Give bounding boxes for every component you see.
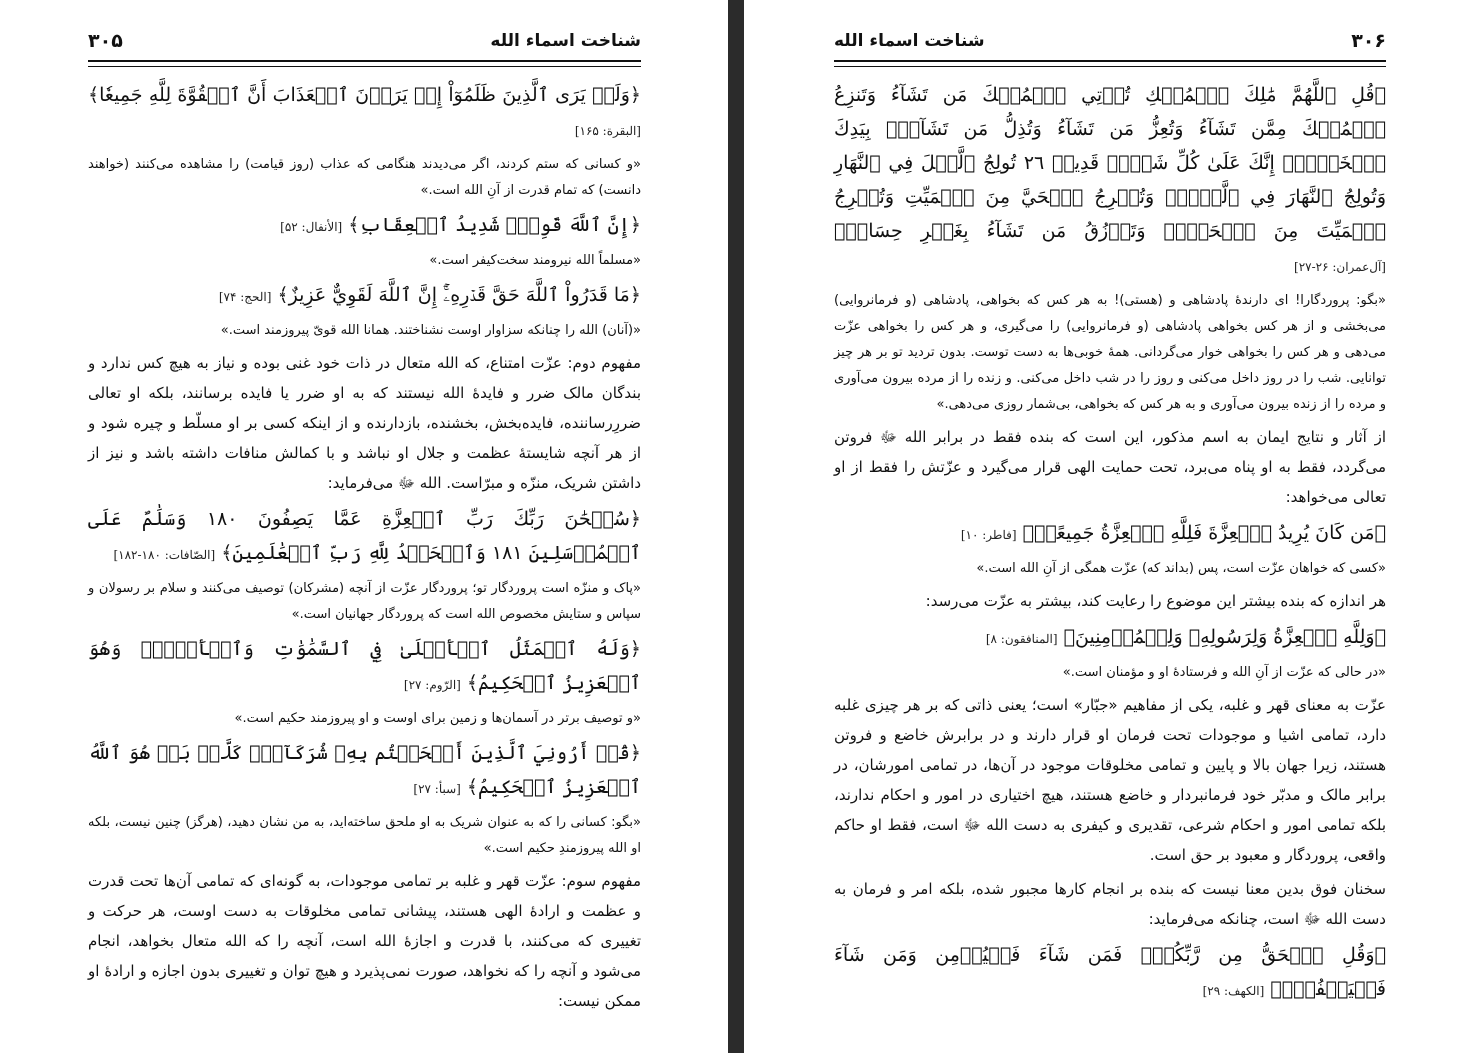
quran-verse: [834, 620, 1386, 656]
verse-text: ﴿قُلۡ أَرُونِيَ ٱلَّذِينَ أَلۡحَقۡتُم بِهِۦ شُرَكَآءَۖ كَلَّاۚ بَلۡ هُوَ ٱللَّهُ ٱلۡعَزِيزُ ٱلۡحَكِيمُ﴾: [88, 742, 641, 798]
quran-verse: [834, 516, 1386, 552]
verse-text: ﴿قُلِ ٱللَّهُمَّ مَٰلِكَ ٱلۡمُلۡكِ تُؤۡتِي ٱلۡمُلۡكَ مَن تَشَآءُ وَتَنزِعُ ٱلۡمُلۡكَ مِمَّن تَشَآءُ وَتُعِزُّ مَن تَشَآءُ وَتُذِلُّ مَن تَشَآءُۖ بِيَدِكَ ٱلۡخَيۡرُۖ إِنَّكَ عَلَىٰ كُلِّ شَيۡءٖ قَدِيرٞ ٢٦ تُولِجُ ٱلَّيۡلَ فِي ٱلنَّهَارِ وَتُولِجُ ٱلنَّهَارَ فِي ٱلَّيۡلِۖ وَتُخۡرِجُ ٱلۡحَيَّ مِنَ ٱلۡمَيِّتِ وَتُخۡرِجُ ٱلۡمَيِّتَ مِنَ ٱلۡحَيِّۖ وَتَرۡزُقُ مَن تَشَآءُ بِغَيۡرِ حِسَابٖ﴾: [834, 84, 1386, 242]
verse-text: ﴿سُبۡحَٰنَ رَبِّكَ رَبِّ ٱلۡعِزَّةِ عَمَّا يَصِفُونَ ١٨٠ وَسَلَٰمٌ عَلَى ٱلۡمُرۡسَلِينَ ١٨١ وَٱلۡحَمۡدُ لِلَّهِ رَبِّ ٱلۡعَٰلَمِينَ﴾: [88, 508, 641, 564]
verse-reference: [البقرة: ۱۶۵]: [574, 124, 641, 138]
running-title: شناخت اسماء الله: [834, 31, 985, 51]
verse-reference: [الحج: ۷۴]: [218, 290, 272, 304]
verse-translation: «و کسانی که ستم کردند، اگر می‌دیدند هنگامی که عذاب (روز قیامت) را مشاهده می‌کنند (خواهند دانست) که تمام قدرت از آنِ الله است.»: [88, 157, 641, 198]
running-title: شناخت اسماء الله: [490, 31, 641, 51]
verse-translation: «بگو: پروردگارا! ای دارندۀ پادشاهی و (هستی)! به هر کس که بخواهی، پادشاهی (و فرمانروایی) می‌بخشی و از هر کس بخواهی پادشاهی (و فرمانروایی) را می‌گیری، و هر کس را بخواهی عزّت می‌دهی و هر کس را بخواهی خوار می‌گردانی. همۀ خوبی‌ها به دست توست. بدون تردید تو بر هر چیز توانایی. شب را در روز داخل می‌کنی و روز را در شب داخل می‌کنی. و زنده را از مرده بیرون می‌آوری و مرده را از زنده بیرون می‌آوری و به هر کس که بخواهی، بی‌شمار روزی می‌دهی.»: [834, 293, 1386, 412]
body-paragraph: هر اندازه که بنده بیشتر این موضوع را رعایت کند، بیشتر به عزّت می‌رسد:: [925, 592, 1386, 610]
header-rule: [88, 60, 641, 67]
quran-verse: [88, 502, 641, 572]
body-paragraph: از آثار و نتایج ایمان به اسم مذکور، این است که بنده فقط در برابر الله ﷻ فروتن می‌گردد، فقط به او پناه می‌برد، تحت حمایت الهی قرار می‌گیرد و عزّتش را فقط از او تعالی می‌خواهد:: [834, 428, 1386, 506]
verse-text: ﴿وَلَهُ ٱلۡمَثَلُ ٱلۡأَعۡلَىٰ فِي ٱلسَّمَٰوَٰتِ وَٱلۡأَرۡضِۚ وَهُوَ ٱلۡعَزِيزُ ٱلۡحَكِيمُ﴾: [88, 638, 641, 694]
left-page: [0, 0, 728, 1053]
verse-reference: [المنافقون: ۸]: [985, 632, 1058, 646]
quran-verse: [88, 78, 641, 148]
body-paragraph: مفهوم دوم: عزّت امتناع، که الله متعال در ذات خود غنی بوده و نیاز به هیچ کس ندارد و بندگان مالک ضرر و فایدۀ الله نیستند که به او ضرر یا فایده برسانند، بلکه او تعالی ضررِرساننده، فایده‌بخش، بخشنده، بازدارنده و از اینکه کسی بر او مسلّط و چیره شود و از هر آنچه شایستۀ عظمت و جلال او نباشد و با کمالش منافات داشته باشد و نیز از داشتن شریک، منزّه و مبرّاست. الله ﷻ می‌فرماید:: [88, 354, 641, 492]
verse-text: ﴿وَقُلِ ٱلۡحَقُّ مِن رَّبِّكُمۡۖ فَمَن شَآءَ فَلۡيُؤۡمِن وَمَن شَآءَ فَلۡيَكۡفُرۡۚ﴾: [834, 944, 1386, 1000]
verse-translation: «کسی که خواهان عزّت است، پس (بداند که) عزّت همگی از آنِ الله است.»: [976, 561, 1386, 576]
book-spine-divider: [728, 0, 744, 1053]
quran-verse: [88, 736, 641, 806]
verse-reference: [الصّافات: ۱۸۰-۱۸۲]: [113, 548, 216, 562]
page-content: [834, 78, 1386, 1012]
verse-reference: [الأنفال: ۵۲]: [280, 220, 343, 234]
verse-reference: [سبأ: ۲۷]: [413, 782, 461, 796]
quran-verse: [834, 938, 1386, 1008]
page-content: [88, 78, 641, 1020]
page-number: ۳۰۵: [88, 30, 123, 52]
quran-verse: [88, 208, 641, 244]
verse-text: ﴿مَا قَدَرُواْ ٱللَّهَ حَقَّ قَدۡرِهِۦٓۚ إِنَّ ٱللَّهَ لَقَوِيٌّ عَزِيزٌ﴾: [277, 284, 641, 306]
verse-reference: [فاطر: ۱۰]: [960, 528, 1017, 542]
verse-reference: [آل‌عمران: ۲۶-۲۷]: [1294, 260, 1386, 274]
quran-verse: [88, 278, 641, 314]
page-header: [834, 26, 1386, 56]
body-paragraph: سخنان فوق بدین معنا نیست که بنده بر انجام کارها مجبور شده، بلکه امر و فرمان به دست الله ﷻ است، چنانکه می‌فرماید:: [834, 880, 1386, 928]
quran-verse: [834, 78, 1386, 284]
page-header: [88, 26, 641, 56]
verse-text: ﴿مَن كَانَ يُرِيدُ ٱلۡعِزَّةَ فَلِلَّهِ ٱلۡعِزَّةُ جَمِيعًاۚ﴾: [1022, 522, 1386, 544]
page-number: ۳۰۶: [1351, 30, 1386, 52]
verse-reference: [الرّوم: ۲۷]: [403, 678, 461, 692]
verse-text: ﴿إِنَّ ٱللَّهَ قَوِيّٞ شَدِيدُ ٱلۡعِقَابِ﴾: [348, 214, 641, 236]
quran-verse: [88, 632, 641, 702]
verse-translation: «پاک و منزّه است پروردگار تو؛ پروردگار عزّت از آنچه (مشرکان) توصیف می‌کنند و سلام بر رسولان و سپاس و ستایش مخصوص الله است که پروردگار جهانیان است.»: [88, 581, 641, 622]
verse-text: ﴿وَلَوۡ يَرَى ٱلَّذِينَ ظَلَمُوٓاْ إِذۡ يَرَوۡنَ ٱلۡعَذَابَ أَنَّ ٱلۡقُوَّةَ لِلَّهِ جَمِيعٗا﴾: [88, 84, 641, 106]
verse-text: ﴿وَلِلَّهِ ٱلۡعِزَّةُ وَلِرَسُولِهِۦ وَلِلۡمُؤۡمِنِينَ﴾: [1063, 626, 1386, 648]
verse-translation: «(آنان) الله را چنانکه سزاوار اوست نشناختند. همانا الله قویّ پیروزمند است.»: [220, 323, 641, 338]
verse-translation: «مسلماً الله نیرومند سخت‌کیفر است.»: [429, 253, 641, 268]
verse-translation: «بگو: کسانی را که به عنوان شریک به او ملحق ساخته‌اید، به من نشان دهید، (هرگز) چنین نیست، بلکه او الله پیروزمندِ حکیم است.»: [88, 815, 641, 856]
verse-translation: «و توصیف برتر در آسمان‌ها و زمین برای اوست و او پیروزمند حکیم است.»: [234, 711, 641, 726]
body-paragraph: مفهوم سوم: عزّت قهر و غلبه بر تمامی موجودات، به گونه‌ای که تمامی آن‌ها تحت قدرت و عظمت و ارادۀ الهی هستند، پیشانی تمامی مخلوقات به دست اوست، هر حرکت و تغییری که می‌کنند، با قدرت و اجازۀ الله است، آنچه را که الله متعال بخواهد، انجام می‌شود و آنچه را که نخواهد، صورت نمی‌پذیرد و هیچ توان و تغییری بدون اجازه و ارادۀ او ممکن نیست:: [88, 872, 641, 1010]
verse-reference: [الكهف: ۲۹]: [1202, 984, 1265, 998]
verse-translation: «در حالی که عزّت از آنِ الله و فرستادۀ او و مؤمنان است.»: [1062, 665, 1386, 680]
body-paragraph: عزّت به معنای قهر و غلبه، یکی از مفاهیم «جبّار» است؛ یعنی ذاتی که بر هر چیزی غلبه دارد، تمامی اشیا و موجودات تحت فرمان او قرار دارند و در برابرش خاضع و فروتن هستند، زیرا جهان بالا و پایین و تمامی مخلوقات موجود در آن‌ها، در تمامی امورشان، در برابر مالک و مدبّر خود فرمانبردار و خاضع هستند، هیچ اختیاری در امور و احکام ندارند، بلکه تمامی امور و احکام شرعی، تقدیری و کیفری به دست الله ﷻ است، فقط او حاکم واقعی، پروردگار و معبود بر حق است.: [834, 696, 1386, 864]
right-page: [744, 0, 1474, 1053]
header-rule: [834, 60, 1386, 67]
